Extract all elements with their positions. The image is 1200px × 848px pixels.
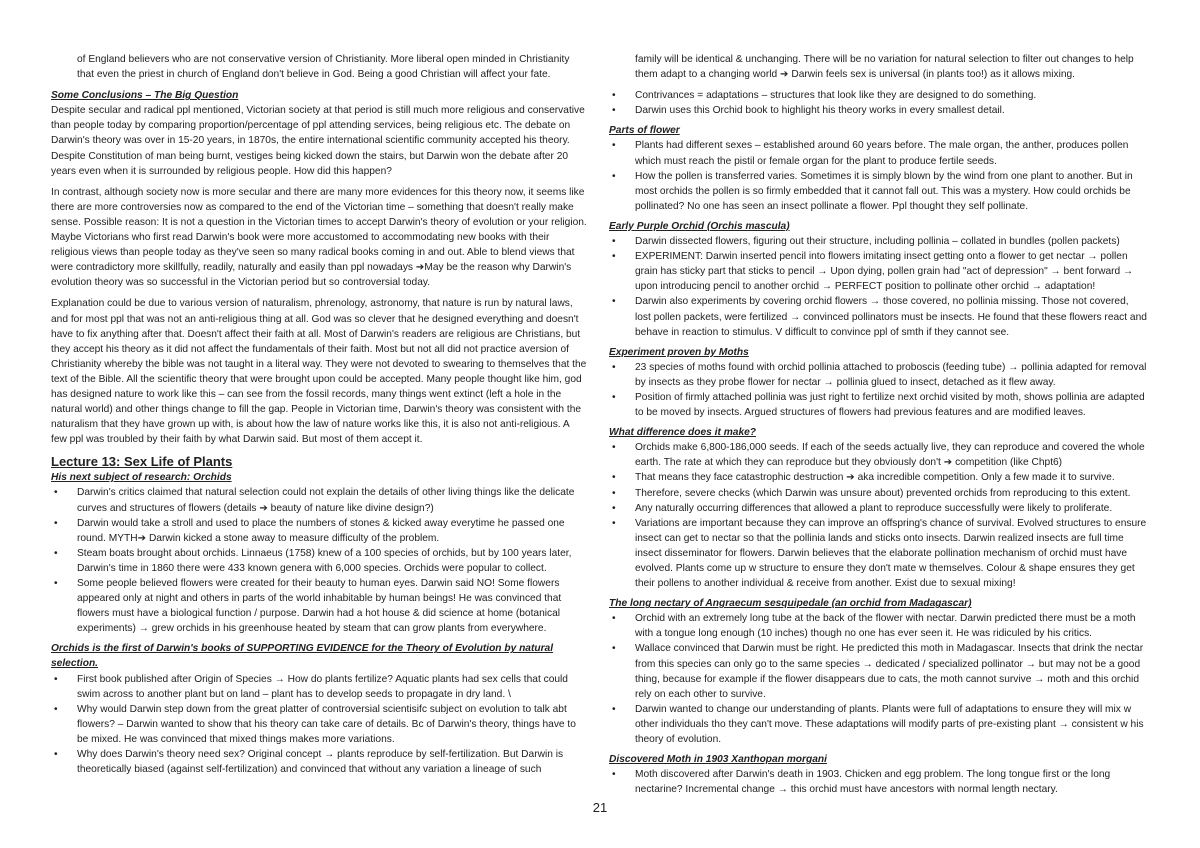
early-orchid-heading: Early Purple Orchid (Orchis mascula) [609,220,790,232]
list-item: • Orchid with an extremely long tube at the back of the flower with nectar. Darwin predicted there must be a moth with a tongue long enough (10 inches) though no one has ever seen it. He was ridiculed by his critics. [609,611,1147,641]
nectary-list [609,611,1147,747]
lecture-title: Lecture 13: Sex Life of Plants [51,454,233,470]
difference-list [609,440,1147,591]
list-item: • 23 species of moths found with orchid pollinia attached to proboscis (feeding tube) → pollinia adapted for removal by insects as they probe flower for nectar → pollinia glued to insect, detached as it flew away. [609,360,1147,390]
list-item: • Therefore, severe checks (which Darwin was unsure about) prevented orchids from reproducing to this extent. [609,486,1147,501]
right-column [609,52,1147,802]
list-item: • Position of firmly attached pollinia was just right to fertilize next orchid visited by moth, shows pollinia are adapted to be moved by insects. Argued structures of flowers had previous features and are modified leaves. [609,390,1147,420]
list-item: • That means they face catastrophic destruction ➔ aka incredible competition. Only a few made it to survive. [609,470,1147,485]
conclusions-paragraph-1: Despite secular and radical ppl mentioned, Victorian society at that period is still much more religious and conservative than people today by comparing proportion/percentage of ppl attending services, being religious etc. The debate on Darwin's theory was over in 15-20 years, in 1870s, the entire international scientific community accepted his theory. Despite Constitution of man being burnt, vestiges being kicked down the stairs, but Darwin won the debate after 20 years even when it is surrounded by religious people. How did this happen? [51,105,585,177]
list-item: • First book published after Origin of Species → How do plants fertilize? Aquatic plants had sex cells that could swim across to another plant but on land – plant has to develop seeds to propagate in dry land. \ [51,672,587,702]
left-column [51,52,587,782]
list-item: • Why would Darwin step down from the great platter of controversial scientisifc subject on evolution to talk abt flowers? – Darwin wanted to show that his theory can take care of details. Bc of Darwin's theory, things have to be mixed. He was convinced that mixed things makes more variations. [51,702,587,747]
evidence-list [51,672,587,778]
conclusions-paragraph-3: Explanation could be due to various version of naturalism, phrenology, astronomy, that nature is run by natural laws, and for most ppl that was not an anti-religious thing at all. God was so clever that he designed everything and doesn't have to fix anything after that. Doesn't affect their faith at all. Most of Darwin's readers are religious are Christians, but they accept his theory as it did not affect the fundamentals of their faith. Most but not all did not practice aversion of Christianity whereby the bible was not taught in a literal way. They were not devoted to swearing to themselves that the text of the Bible. All the scientific theory that were brought upon could be accepted. Many people thought like him, god has designed nature to work like this – can see from the fossil records, many things went extinct (left a hole in the natural world) and other things change to fill the gap. People in Victorian time, Darwin's theory was consistent with the naturalism that they have grown up with, is about how the law of nature works like this, it is also not anti-religious. A few ppl was troubled by their faith by what Darwin said. But most of them accept it. [51,298,587,446]
discovered-heading: Discovered Moth in 1903 Xanthopan morgani [609,754,827,766]
list-item: • Wallace convinced that Darwin must be right. He predicted this moth in Madagascar. Insects that drink the nectar from this species can only go to the same species → dedicated / specialized pollinator → but may not be a good thing, because for example if the flower disappears due to cats, the moth cannot survive → moth and this orchid rely on each other to survive. [609,641,1147,701]
page-number: 21 [592,800,608,815]
list-item: • Steam boats brought about orchids. Linnaeus (1758) knew of a 100 species of orchids, but by 100 years later, Darwin's time in 1860 there were 433 known genera with 6,000 species. Orchids were popular to collect. [51,546,587,576]
parts-heading: Parts of flower [609,125,680,137]
list-item: • Variations are important because they can improve an offspring's chance of survival. Evolved structures to ensure insect can get to nectar so that the pollinia lands and sticks onto insects. Darwin realized insects are full time insect disseminator for flowers. Darwin believes that the elaborate pollination mechanism of orchid must have evolved. Plants come up w structure to ensure they don't mate w themselves. Colour & shape ensures they get their pollens to another individual & receive from another. Exist due to sexual mixing! [609,516,1147,591]
list-item: • Darwin's critics claimed that natural selection could not explain the details of other living things like the delicate curves and structures of flowers (details ➔ beauty of nature like divine design?) [51,485,587,515]
nectary-heading: The long nectary of Angraecum sesquipedale (an orchid from Madagascar) [609,598,972,610]
moths-heading: Experiment proven by Moths [609,346,749,358]
top-list [609,88,1147,118]
evidence-heading: Orchids is the first of Darwin's books of SUPPORTING EVIDENCE for the Theory of Evolution by natural selection. [51,643,554,670]
difference-heading: What difference does it make? [609,427,757,439]
moths-list [609,360,1147,420]
research-list [51,485,587,636]
list-item: • Darwin also experiments by covering orchid flowers → those covered, no pollinia missing. Those not covered, lost pollen packets, were fertilized → convinced pollinators must be insects. He found that these flowers react and behave in reaction to stimulus. V difficult to convince ppl of smth if they cannot see. [609,294,1147,339]
list-item: • Darwin dissected flowers, figuring out their structure, including pollinia – collated in bundles (pollen packets) [609,234,1147,249]
list-item: • Darwin wanted to change our understanding of plants. Plants were full of adaptations to ensure they will mix w other individuals tho they can't move. These adaptations will modify parts of pre-existing plant → consistent w his theory of evolution. [609,702,1147,747]
list-item: • Darwin would take a stroll and used to place the numbers of stones & kicked away everytime he passed one round. MYTH➔ Darwin kicked a stone away to measure difficulty of the problem. [51,516,587,546]
list-item: • Any naturally occurring differences that allowed a plant to reproduce successfully were likely to proliferate. [609,501,1147,516]
early-orchid-list [609,234,1147,340]
list-item: • Some people believed flowers were created for their beauty to human eyes. Darwin said NO! Some flowers appeared only at night and others in parts of the world inhabitable by human beings! He was convinced that flowers must have a biological function / purpose. Darwin had a hot house & did science at home (botanical experiments) → grew orchids in his greenhouse heated by steam that can grow plants from everywhere. [51,576,587,636]
list-item: • Contrivances = adaptations – structures that look like they are designed to do something. [609,88,1147,103]
list-item: • Darwin uses this Orchid book to highlight his theory works in every smallest detail. [609,103,1147,118]
list-item: • EXPERIMENT: Darwin inserted pencil into flowers imitating insect getting onto a flower to get nectar → pollen grain has sticky part that sticks to pencil → Upon dying, pollen grain had "act of depression" → bent forward → upon introducing pencil to another orchid → PERFECT position to pollinate other orchid → adaptation! [609,249,1147,294]
list-item: • Moth discovered after Darwin's death in 1903. Chicken and egg problem. The long tongue first or the long nectarine? Incremental change → this orchid must have ancestors with normal length nectary. [609,767,1147,797]
list-item: • How the pollen is transferred varies. Sometimes it is simply blown by the wind from one plant to another. But in most orchids the pollen is so firmly embedded that it cannot fall out. This was a mystery. How could orchids be pollinated? No one has seen an insect pollinate a flower. Ppl thought they self pollinate. [609,169,1147,214]
parts-list [609,138,1147,213]
research-heading: His next subject of research: Orchids [51,472,232,484]
list-item: • Plants had different sexes – established around 60 years before. The male organ, the anther, produces pollen which must reach the pistil or female organ for the plant to produce fertile seeds. [609,138,1147,168]
list-item: • Orchids make 6,800-186,000 seeds. If each of the seeds actually live, they can reproduce and covered the whole earth. The rate at which they can reproduce but they obviously don't ➔ competition (like Chpt6) [609,440,1147,470]
discovered-list [609,767,1147,797]
list-item: • Why does Darwin's theory need sex? Original concept → plants reproduce by self-fertilization. But Darwin is theoretically biased (against self-fertilization) and convinced that without any variation a lineage of such [51,747,587,777]
conclusions-heading: Some Conclusions – The Big Question [51,90,239,102]
continuation-text: family will be identical & unchanging. There will be no variation for natural selection to filter out changes to help them adapt to a changing world ➔ Darwin feels sex is universal (in plants too!) as it allows mixing. [635,54,1134,81]
conclusions-paragraph-2: In contrast, although society now is more secular and there are many more evidences for this theory now, it seems like there are more controversies now as compared to the end of the Victorian time – something that doesn't really make sense. Possible reason: It is not a question in the Victorian times to accept Darwin's theory of evolution or your religion. Maybe Victorians who first read Darwin's book were more accustomed to accommodating new books with their religious views than people today as they've seen so many radical books coming in and out. Able to blend views that were contradictory more skillfully, readily, naturally and easily than ppl nowadays ➔May be the reason why Darwin's evolution theory was so successful in the Victorian period but so controversial today. [51,186,587,289]
intro-continuation: of England believers who are not conservative version of Christianity. More liberal open minded in Christianity that even the priest in church of England don't believe in God. Being a good Christian will affect your fate. [77,54,570,81]
